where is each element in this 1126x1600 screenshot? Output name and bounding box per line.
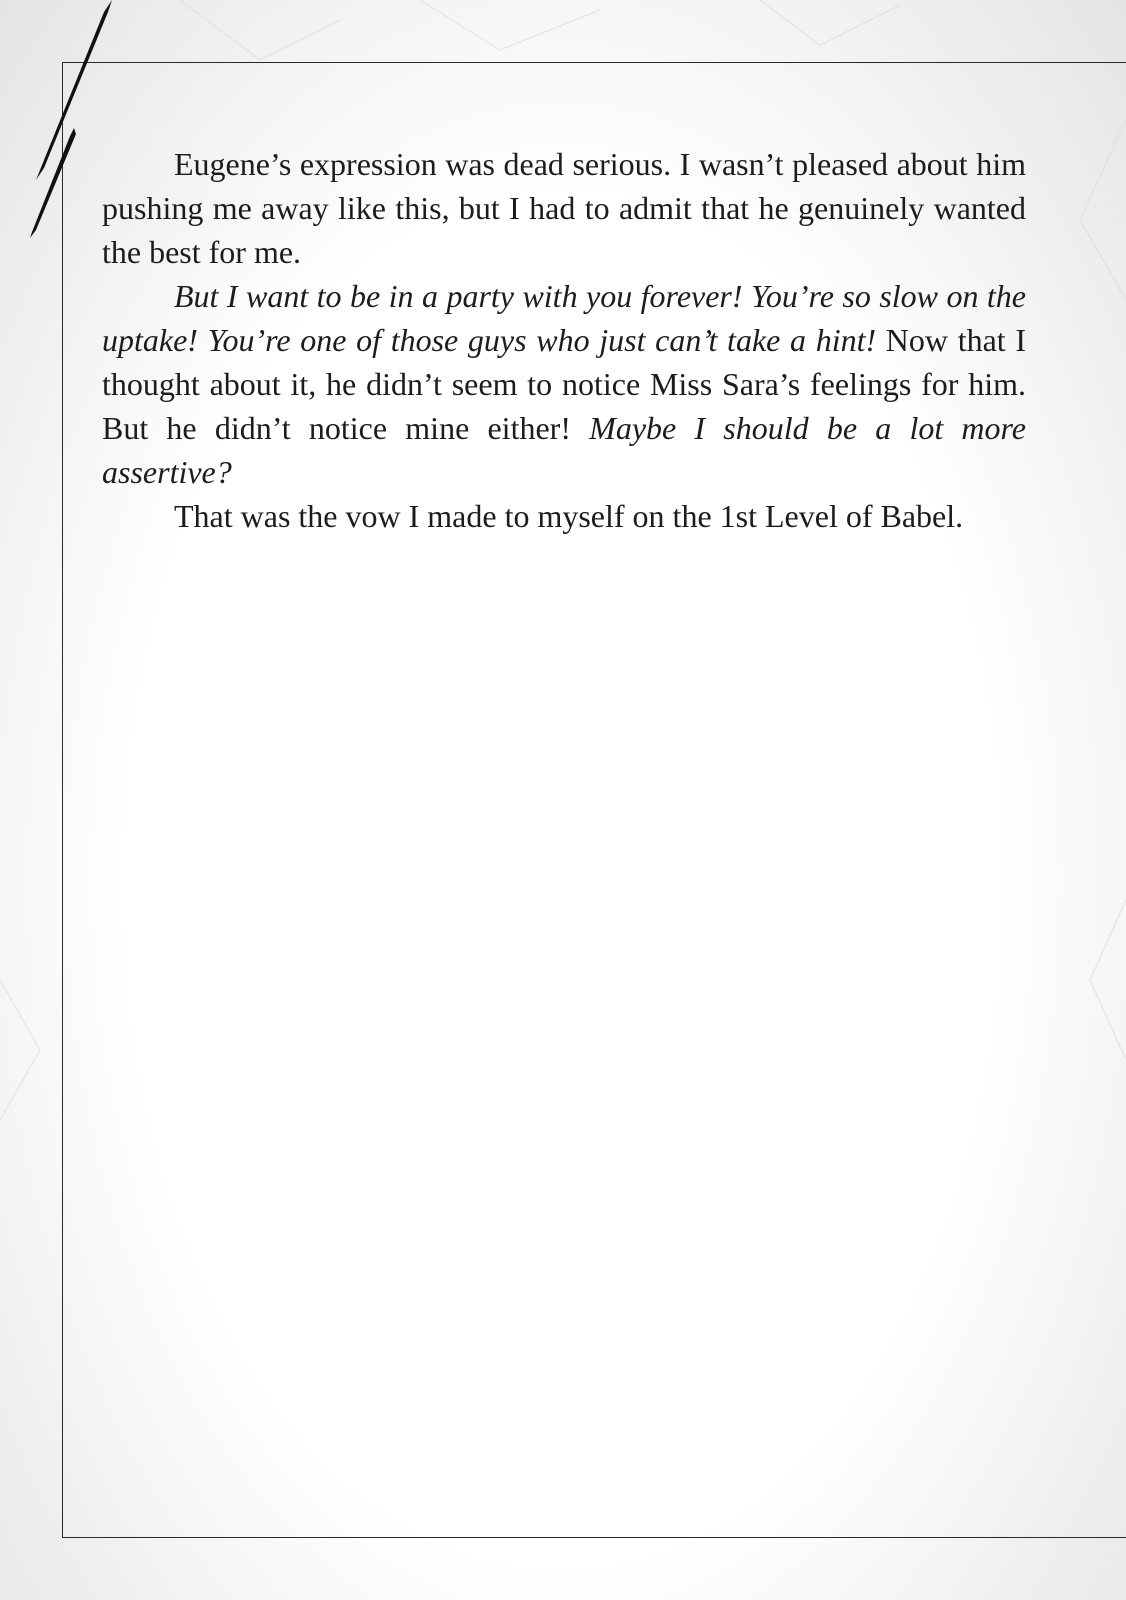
paragraph-2-italic-question: Maybe I should be a lot more assertive? [102,410,1027,490]
paragraph-2 [102,274,1026,494]
paragraph-2-italic-thought: But I want to be in a party with you forever! You’re so slow on the uptake! You’re one of those guys who just can’t take a hint! [102,278,1026,358]
paragraph-1 [102,142,1026,274]
paragraph-2-narration: Now that I thought about it, he didn’t seem to notice Miss Sara’s feelings for him. But he didn’t notice mine either! [102,322,1027,446]
paragraph-3-text: That was the vow I made to myself on the 1st Level of Babel. [174,498,964,534]
body-text [102,142,1026,538]
paragraph-1-text: Eugene’s expression was dead serious. I wasn’t pleased about him pushing me away like this, but I had to admit that he genuinely wanted the best for me. [102,146,1026,270]
paragraph-3 [102,494,1026,538]
